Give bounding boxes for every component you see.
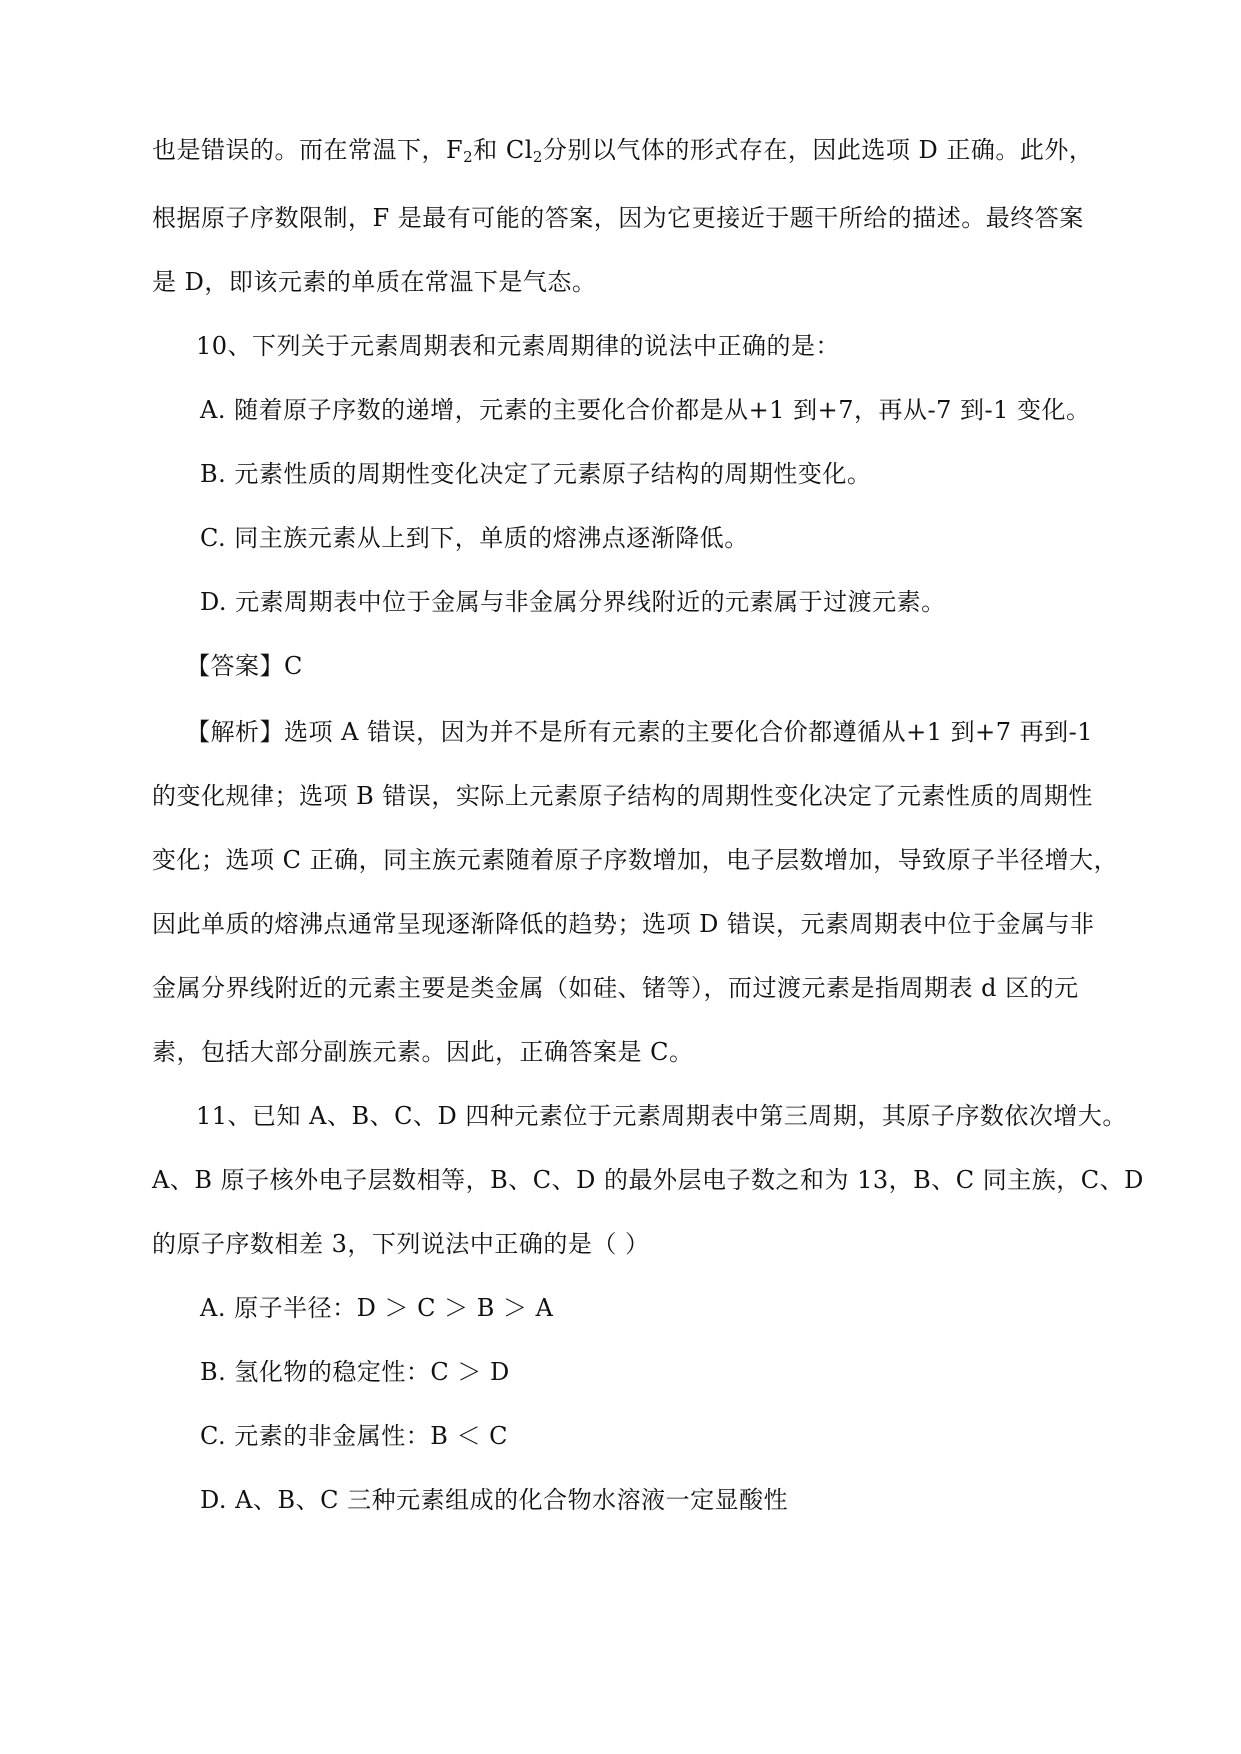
analysis-line: 素，包括大部分副族元素。因此，正确答案是 C。 [152,1038,694,1066]
option-b: B. 氢化物的稳定性：C ＞ D [200,1358,510,1386]
subscript: 2 [532,148,543,166]
text-line: 是 D，即该元素的单质在常温下是气态。 [152,268,597,296]
analysis-line: 变化；选项 C 正确，同主族元素随着原子序数增加，电子层数增加，导致原子半径增大， [152,846,1119,874]
text-segment: 也是错误的。而在常温下，F [152,136,464,164]
option-d: D. 元素周期表中位于金属与非金属分界线附近的元素属于过渡元素。 [200,588,946,616]
option-d: D. A、B、C 三种元素组成的化合物水溶液一定显酸性 [200,1486,789,1514]
option-a: A. 原子半径：D ＞ C ＞ B ＞ A [200,1294,554,1322]
option-c: C. 元素的非金属性：B ＜ C [200,1422,509,1450]
question-stem: A、B 原子核外电子层数相等，B、C、D 的最外层电子数之和为 13，B、C 同主族，C、D [152,1166,1144,1194]
subscript: 2 [463,148,474,166]
text-segment: 和 Cl [473,136,533,164]
option-b: B. 元素性质的周期性变化决定了元素原子结构的周期性变化。 [200,460,872,488]
text-line: 根据原子序数限制，F 是最有可能的答案，因为它更接近于题干所给的描述。最终答案 [152,204,1084,232]
question-stem: 11、已知 A、B、C、D 四种元素位于元素周期表中第三周期，其原子序数依次增大。 [196,1102,1127,1130]
answer-line: 【答案】C [186,652,303,680]
analysis-line: 金属分界线附近的元素主要是类金属（如硅、锗等），而过渡元素是指周期表 d 区的元 [152,974,1079,1002]
option-a: A. 随着原子序数的递增，元素的主要化合价都是从+1 到+7，再从-7 到-1 变化。 [200,396,1091,424]
text-segment: 分别以气体的形式存在，因此选项 D 正确。此外， [542,136,1094,164]
analysis-line: 因此单质的熔沸点通常呈现逐渐降低的趋势；选项 D 错误，元素周期表中位于金属与非 [152,910,1095,938]
analysis-line: 的变化规律；选项 B 错误，实际上元素原子结构的周期性变化决定了元素性质的周期性 [152,782,1093,810]
question-stem: 的原子序数相差 3，下列说法中正确的是（ ） [152,1230,650,1258]
analysis-line: 【解析】选项 A 错误，因为并不是所有元素的主要化合价都遵循从+1 到+7 再到-1 [186,718,1093,746]
question-stem: 10、下列关于元素周期表和元素周期律的说法中正确的是： [196,332,841,360]
text-line [152,132,1092,168]
option-c: C. 同主族元素从上到下，单质的熔沸点逐渐降低。 [200,524,749,552]
